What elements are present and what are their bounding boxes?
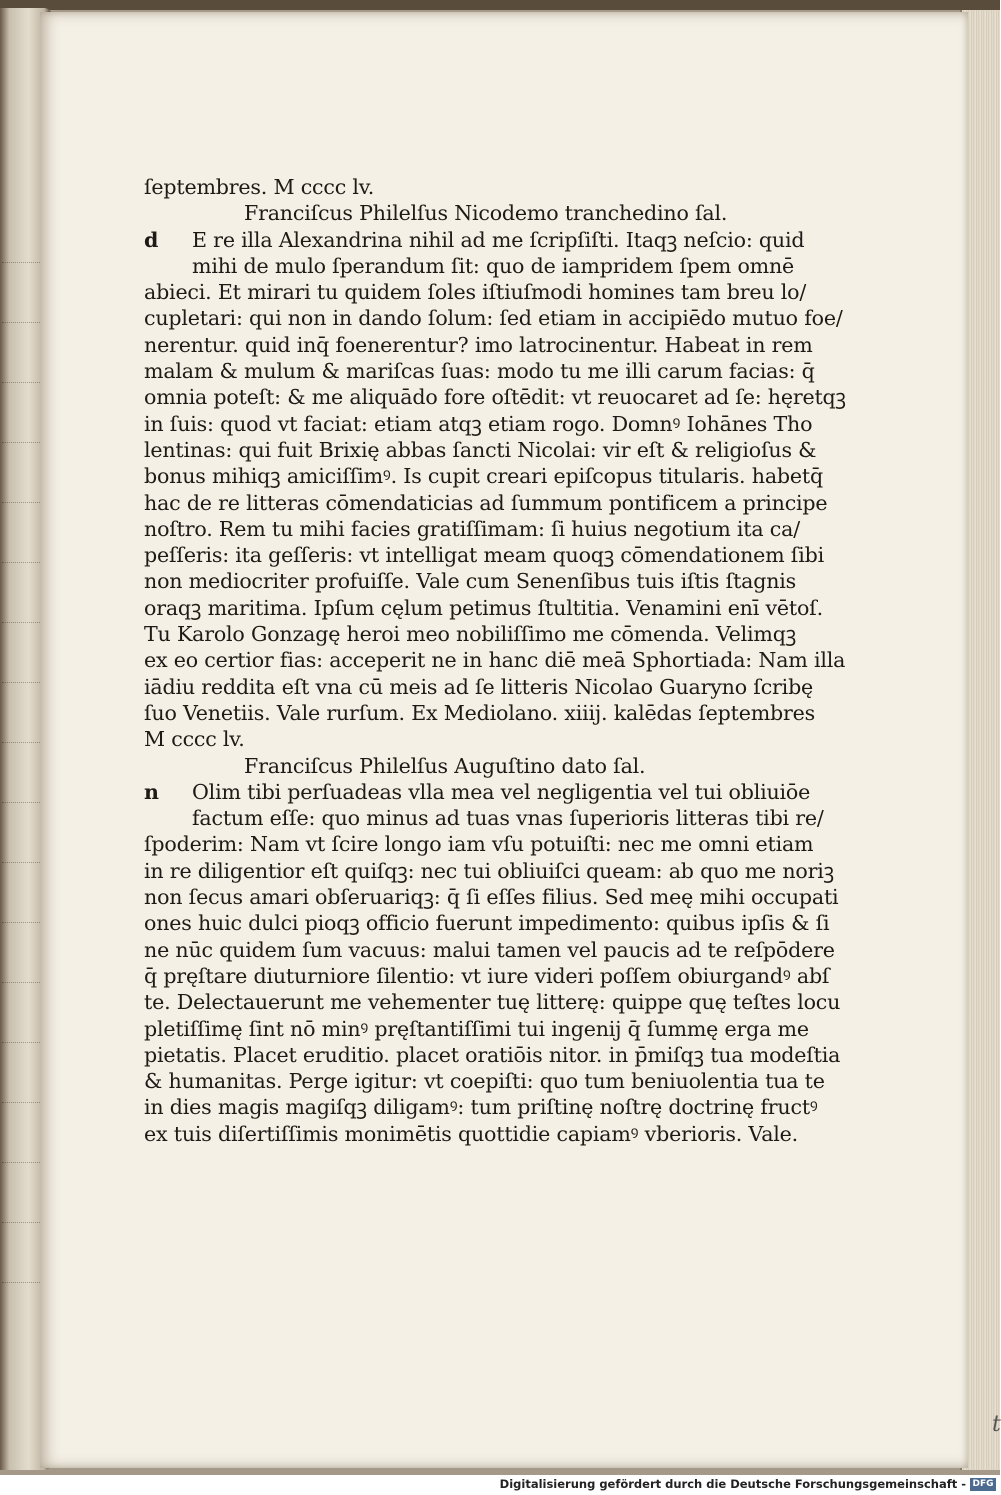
text-line [144, 1121, 798, 1147]
text-line [144, 516, 800, 542]
line-text: ex eo certior fias: acceperit ne in hanc diē meā Sphortiada: Nam illa [144, 648, 846, 673]
line-text: noſtro. Rem tu mihi facies gratiſſimam: ſi huius negotium ita ca/ [144, 516, 800, 541]
text-line [144, 279, 807, 305]
text-line [144, 779, 811, 805]
text-line [144, 963, 830, 989]
line-text: abieci. Et mirari tu quidem ſoles iſtiuſmodi homines tam breu lo/ [144, 280, 807, 305]
letter-heading [144, 753, 764, 779]
dfg-logo: DFG [970, 1478, 996, 1491]
line-text: lentinas: qui fuit Brixię abbas ſancti Nicolai: vir eſt & religioſus & [144, 437, 817, 462]
text-line [144, 674, 814, 700]
text-line [144, 305, 843, 331]
line-text: non ſecus amari obſeruariqꝫ: q̄ ſi eſſes filius. Sed meę mihi occupati [144, 885, 839, 910]
text-line [144, 568, 797, 594]
line-text: oraqꝫ maritima. Ipſum cęlum petimus ſtultitia. Venamini enī vētoſ. [144, 595, 823, 620]
line-text: q̄ pręſtare diuturniore ſilentio: vt iure videri poſſem obiurgandꝰ abſ [144, 963, 830, 988]
line-text: ſuo Venetiis. Vale rurſum. Ex Mediolano. xiiij. kalēdas ſeptembres [144, 700, 816, 725]
line-text: ones huic dulci pioqꝫ officio fuerunt impedimento: quibus ipſis & ſi [144, 911, 830, 936]
line-text: non mediocriter profuiſſe. Vale cum Senenſibus tuis iſtis ſtagnis [144, 569, 797, 594]
text-line [144, 910, 830, 936]
text-line [144, 884, 839, 910]
scan-top-border [0, 0, 1000, 10]
text-line [144, 411, 813, 437]
initial-guide-letter: n [144, 779, 159, 804]
text-line [144, 647, 846, 673]
folio-mark: t [992, 1412, 1001, 1437]
text-line [144, 726, 764, 752]
funding-credit: Digitalisierung gefördert durch die Deutsche Forschungsgemeinschaft - [499, 1477, 966, 1491]
line-text: hac de re litteras cōmendaticias ad ſummum pontificem a principe [144, 490, 828, 515]
text-line [144, 384, 846, 410]
line-text: peſſeris: ita geſſeris: vt intelligat meam quoqꝫ cōmendationem ſibi [144, 543, 824, 568]
initial-guide-letter: d [144, 227, 159, 252]
line-text: in re diligentior eſt quiſqꝫ: nec tui obliuiſci queam: ab quo me noriꝫ [144, 858, 834, 883]
line-text: ex tuis diſertiſſimis monimētis quottidie capiamꝰ vberioris. Vale. [144, 1121, 798, 1146]
text-line [144, 358, 815, 384]
text-line [144, 227, 805, 253]
letter-heading [144, 200, 764, 226]
text-line [144, 332, 813, 358]
text-line [144, 1094, 818, 1120]
line-text: ſeptembres. M cccc lv. [144, 175, 375, 199]
line-text: Franciſcus Philelſus Auguſtino dato ſal. [244, 753, 646, 778]
line-text: pletiſſimę ſint nō minꝰ pręſtantiſſimi tui ingenij q̄ ſummę erga me [144, 1016, 809, 1041]
text-line [144, 1016, 809, 1042]
line-text: Olim tibi perſuadeas vlla mea vel negligentia vel tui obliuiōe [192, 779, 811, 804]
line-text: te. Delectauerunt me vehementer tuę litterę: quippe quę teſtes locu [144, 990, 841, 1015]
text-line [144, 700, 816, 726]
text-line [144, 490, 828, 516]
text-line [144, 437, 817, 463]
text-line [144, 595, 823, 621]
line-text: in dies magis magiſqꝫ diligamꝰ: tum priſtinę noſtrę doctrinę fructꝰ [144, 1095, 818, 1120]
text-line [144, 805, 824, 831]
text-line [144, 937, 835, 963]
text-line [144, 463, 823, 489]
text-line [144, 253, 795, 279]
line-text: iādiu reddita eſt vna cū meis ad ſe litteris Nicolao Guaryno ſcribę [144, 674, 814, 699]
line-text: pietatis. Placet eruditio. placet oratiōis nitor. in p̄miſqꝫ tua modeſtia [144, 1042, 841, 1067]
line-text: factum eſſe: quo minus ad tuas vnas ſuperioris litteras tibi re/ [192, 806, 824, 831]
text-line [144, 1042, 841, 1068]
text-line [144, 174, 764, 200]
text-line [144, 621, 797, 647]
text-line [144, 1068, 825, 1094]
line-text: M cccc lv. [144, 727, 245, 752]
text-line [144, 831, 814, 857]
letter-text-block [144, 174, 846, 1147]
line-text: nerentur. quid inq̄ foenerentur? imo latrocinentur. Habeat in rem [144, 332, 813, 357]
digitization-footer [0, 1475, 1000, 1495]
line-text: in ſuis: quod vt faciat: etiam atqꝫ etiam rogo. Domnꝰ Iohānes Tho [144, 411, 813, 436]
book-page [40, 12, 1001, 1468]
line-text: bonus mihiqꝫ amiciſſimꝰ. Is cupit creari epiſcopus titularis. habetq̄ [144, 464, 823, 489]
line-text: ne nūc quidem ſum vacuus: malui tamen vel paucis ad te reſpōdere [144, 937, 835, 962]
text-line [144, 542, 824, 568]
line-text: Franciſcus Philelſus Nicodemo tranchedino ſal. [244, 201, 728, 226]
line-text: & humanitas. Perge igitur: vt coepiſti: quo tum beniuolentia tua te [144, 1069, 825, 1094]
line-text: cupletari: qui non in dando ſolum: ſed etiam in accipiēdo mutuo foe/ [144, 306, 843, 331]
text-line [144, 989, 841, 1015]
line-text: ſpoderim: Nam vt ſcire longo iam vſu potuiſti: nec me omni etiam [144, 832, 814, 857]
text-line [144, 858, 834, 884]
line-text: malam & mulum & mariſcas ſuas: modo tu me illi carum facias: q̄ [144, 359, 815, 384]
line-text: E re illa Alexandrina nihil ad me ſcripſiſti. Itaqꝫ neſcio: quid [192, 227, 805, 252]
line-text: mihi de mulo ſperandum ſit: quo de iampridem ſpem omnē [192, 253, 795, 278]
line-text: omnia poteſt: & me aliquādo fore oſtēdit: vt reuocaret ad ſe: hęretqꝫ [144, 385, 846, 410]
line-text: Tu Karolo Gonzagę heroi meo nobiliſſimo me cōmenda. Velimqꝫ [144, 622, 797, 647]
